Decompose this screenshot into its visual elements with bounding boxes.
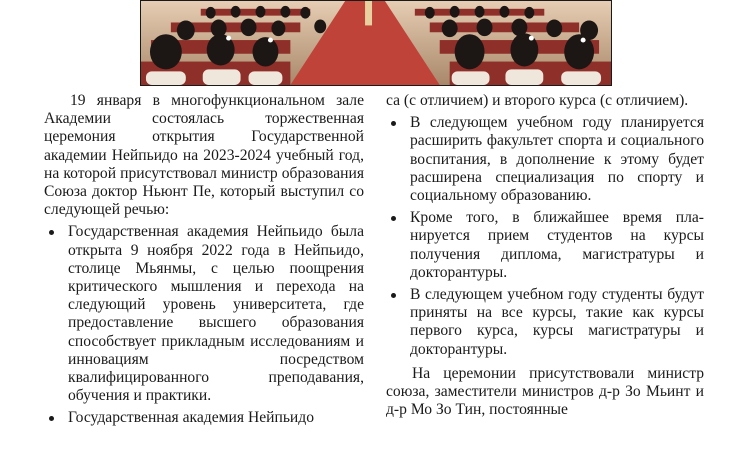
closing-paragraph: На церемонии присутствовали министр союза, заместители министров д-р Зо Мьинт и д-р Мо Зо Тин, постоянные xyxy=(386,364,704,419)
photo-audience-icon xyxy=(141,1,611,85)
list-item: Кроме того, в ближайшее время планируется прием студентов на курсы получения диплома, магистратуры и докторантуры. xyxy=(386,209,704,282)
continuation-paragraph: са (с отличием) и второго курса (с отличием). xyxy=(386,92,689,109)
right-column xyxy=(386,92,704,419)
list-item: Государственная академия Нейпьидо xyxy=(44,409,364,427)
list-item: Государственная академия Нейпьидо была открыта 9 ноября 2022 года в Нейпьидо, столице Мьянмы, с целью поощрения критического мышления и перехода на следующий уровень университета, где предоставление высшего образования способствует прикладным исследованиям и инновациям посредством квалифицированного преподавания, обучения и практики. xyxy=(44,223,364,405)
intro-paragraph: 19 января в многофункциональном зале Академии состоялась торжественная церемония открытия Государственной академии Нейпьидо на 2023-2024 учебный год, на которой присутствовал министр образования Союза доктор Ньюнт Пе, который выступил со следующей речью: xyxy=(44,92,364,219)
list-item: В следующем учебном году планируется расширить факультет спорта и социального воспитания, в дополнение к этому будет расширена специализация по спорту и социальному образованию. xyxy=(386,114,704,205)
audience-photo xyxy=(140,0,612,86)
list-item: В следующем учебном году студенты будут приняты на все курсы, такие как курсы первого курса, курсы магистратуры и докторантуры. xyxy=(386,286,704,359)
left-bullet-list xyxy=(44,223,364,427)
left-column xyxy=(44,92,364,428)
right-bullet-list xyxy=(386,114,704,359)
